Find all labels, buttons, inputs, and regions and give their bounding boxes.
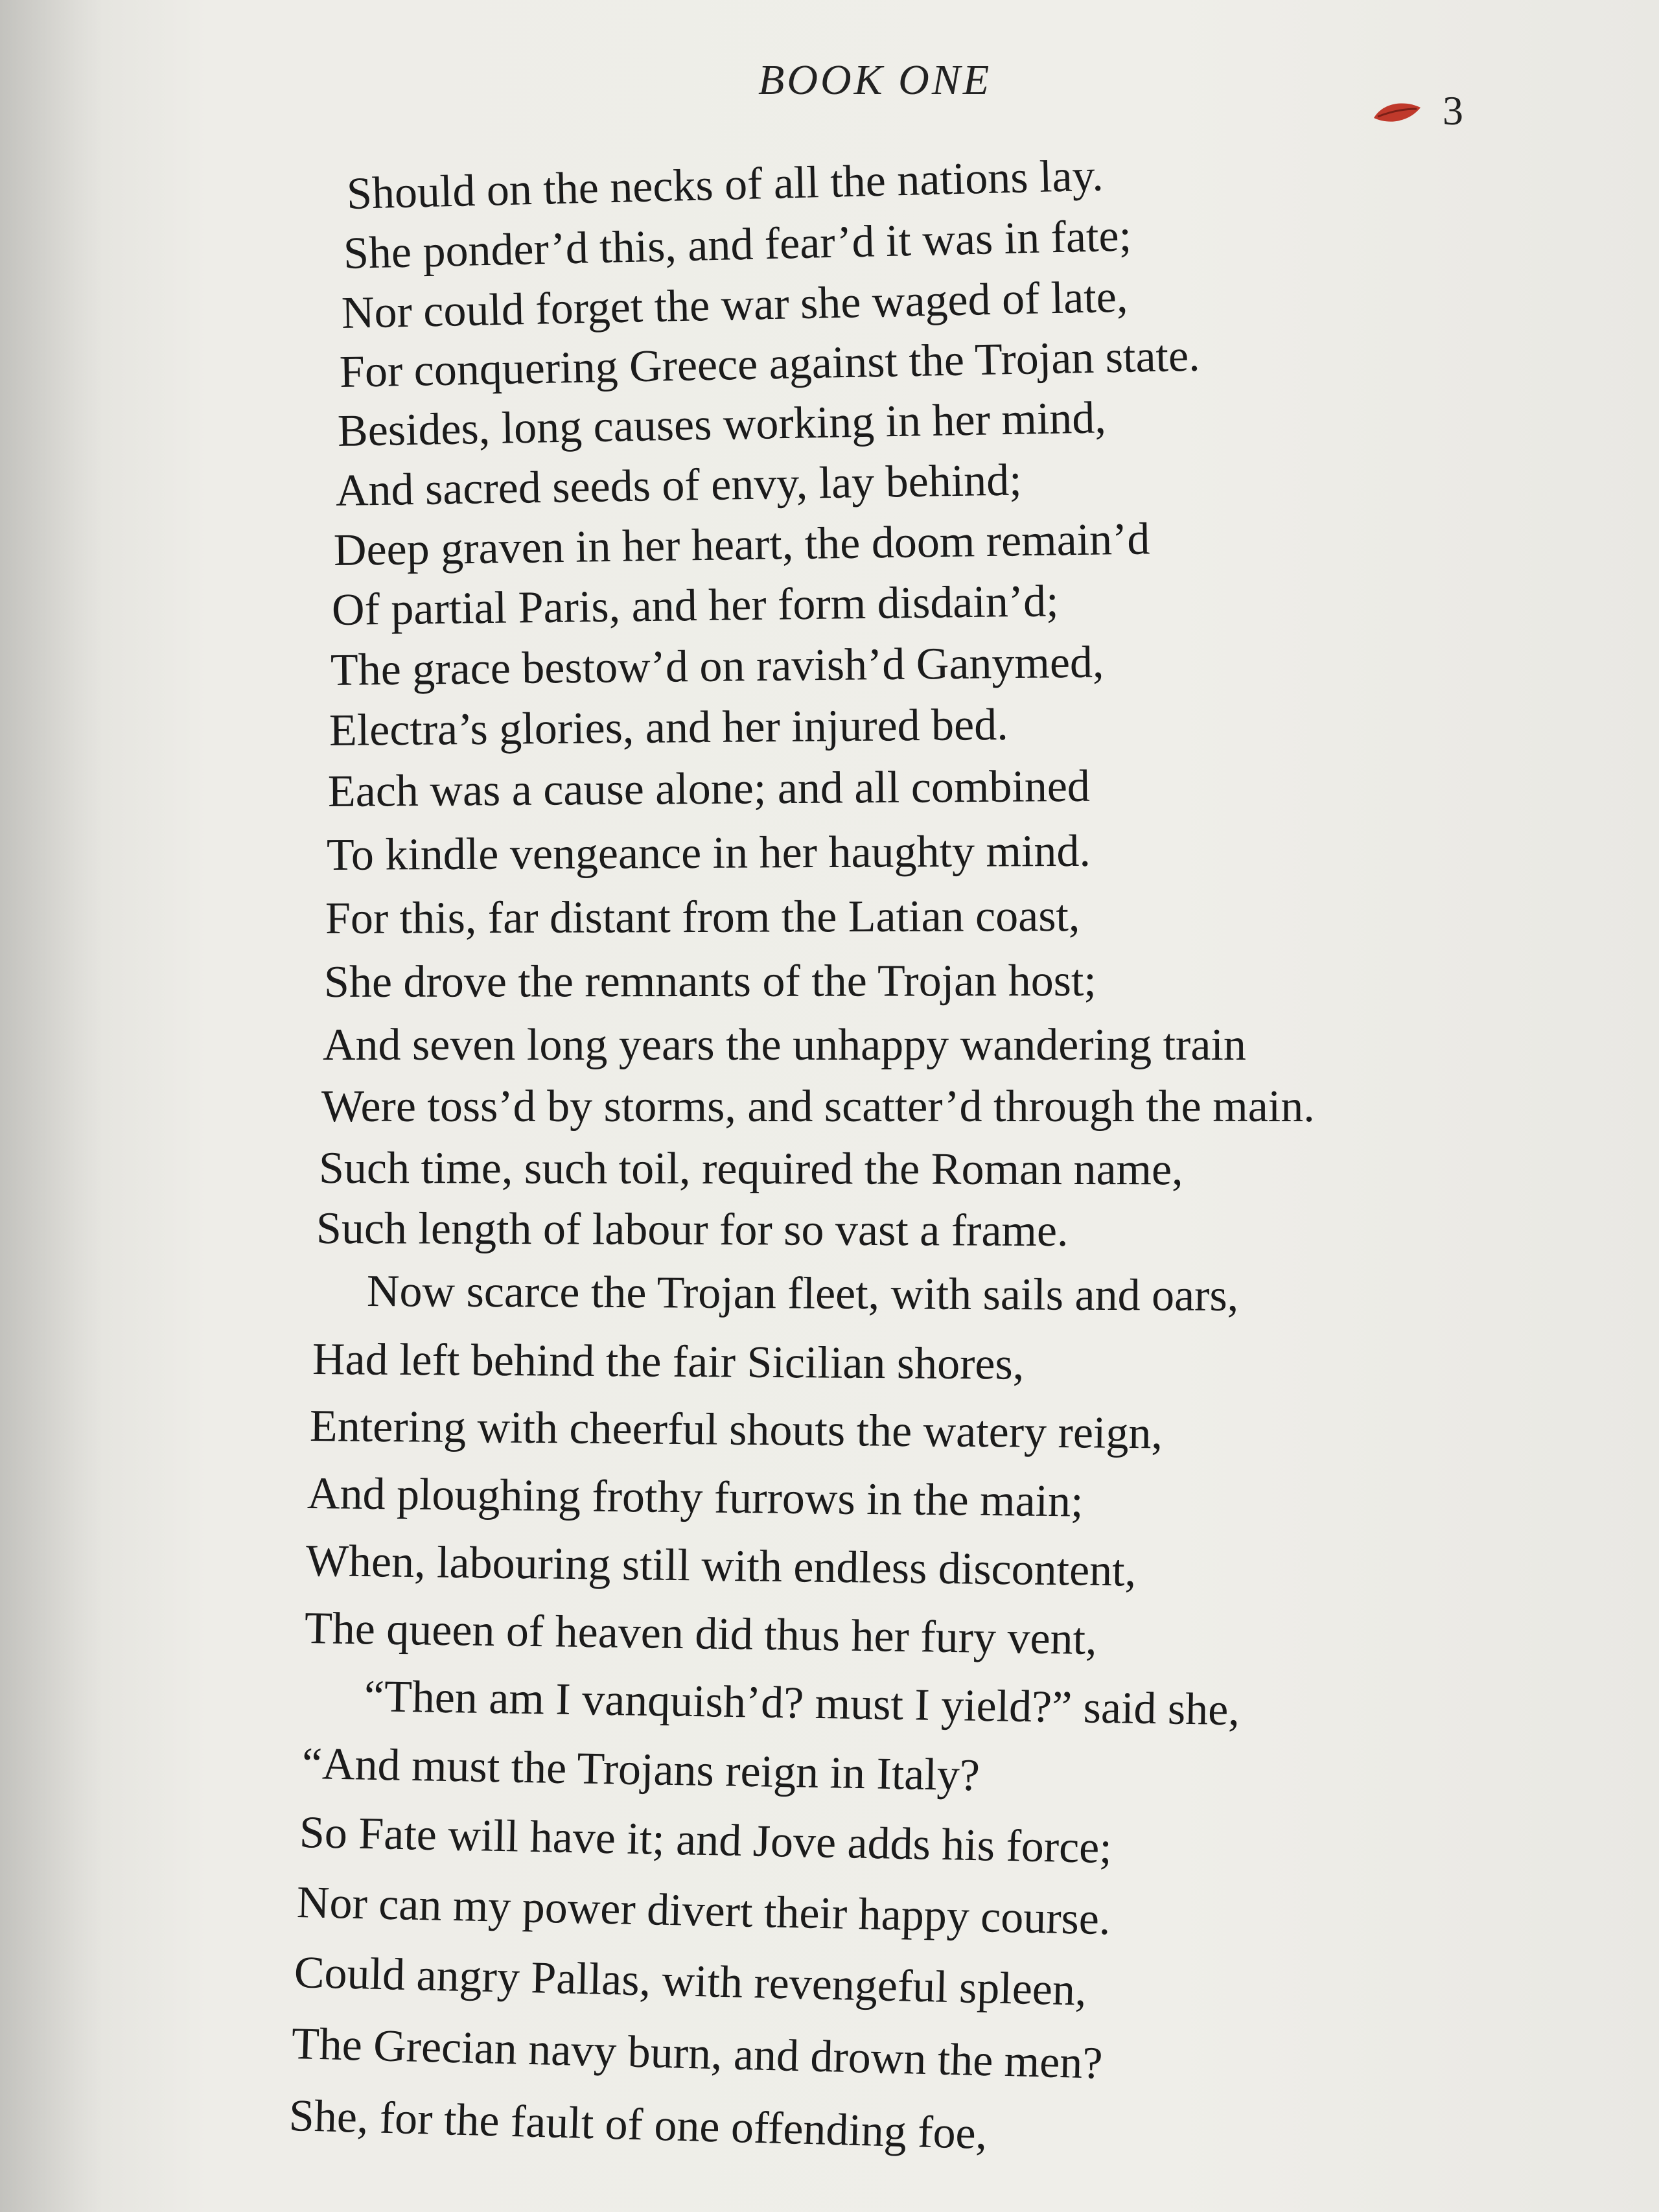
verse-line: The queen of heaven did thus her fury vent, [304, 1603, 1098, 1665]
verse-line: “And must the Trojans reign in Italy? [301, 1739, 980, 1801]
verse-line: She ponder’d this, and fear’d it was in fate; [343, 211, 1132, 279]
verse-line: Entering with cheerful shouts the watery reign, [309, 1401, 1163, 1459]
verse-line: She drove the remnants of the Trojan host; [323, 955, 1096, 1007]
verse-line: For this, far distant from the Latian coast, [325, 891, 1080, 944]
verse-line: The grace bestow’d on ravish’d Ganymed, [330, 637, 1104, 695]
verse-line: And seven long years the unhappy wandering train [323, 1020, 1246, 1070]
verse-line: And ploughing frothy furrows in the main; [307, 1469, 1084, 1527]
page-number: 3 [1443, 87, 1463, 134]
verse-line: Now scarce the Trojan fleet, with sails and oars, [366, 1266, 1239, 1321]
verse-line: To kindle vengeance in her haughty mind. [326, 826, 1091, 880]
verse-line: She, for the fault of one offending foe, [288, 2091, 988, 2160]
verse-line: “Then am I vanquish’d? must I yield?” said she, [364, 1671, 1240, 1736]
verse-line: Such time, such toil, required the Roman name, [318, 1143, 1183, 1195]
verse-line: Of partial Paris, and her form disdain’d; [331, 576, 1060, 635]
verse-line: Nor could forget the war she waged of late, [341, 272, 1129, 338]
verse-line: The Grecian navy burn, and drown the men? [291, 2019, 1104, 2089]
verse-line: Such length of labour for so vast a frame. [316, 1204, 1069, 1257]
verse-line: When, labouring still with endless discontent, [305, 1536, 1137, 1596]
running-head: BOOK ONE [758, 56, 992, 104]
verse-line: Each was a cause alone; and all combined [327, 761, 1091, 817]
verse-line: Were toss’d by storms, and scatter’d through the main. [321, 1082, 1315, 1132]
verse-line: Could angry Pallas, with revengeful spleen, [294, 1948, 1087, 2016]
verse-line: Besides, long causes working in her mind, [337, 393, 1107, 456]
verse-line: Deep graven in her heart, the doom remain’d [333, 514, 1150, 576]
verse-line: Electra’s glories, and her injured bed. [329, 699, 1008, 756]
verse-line: So Fate will have it; and Jove adds his force; [299, 1808, 1113, 1874]
verse-line: Had left behind the fair Sicilian shores, [312, 1334, 1025, 1390]
verse-line: Nor can my power divert their happy course. [296, 1878, 1111, 1945]
verse-line: For conquering Greece against the Trojan state. [339, 331, 1201, 397]
verse-line: Should on the necks of all the nations lay. [346, 150, 1104, 219]
verse-line: And sacred seeds of envy, lay behind; [335, 455, 1023, 516]
